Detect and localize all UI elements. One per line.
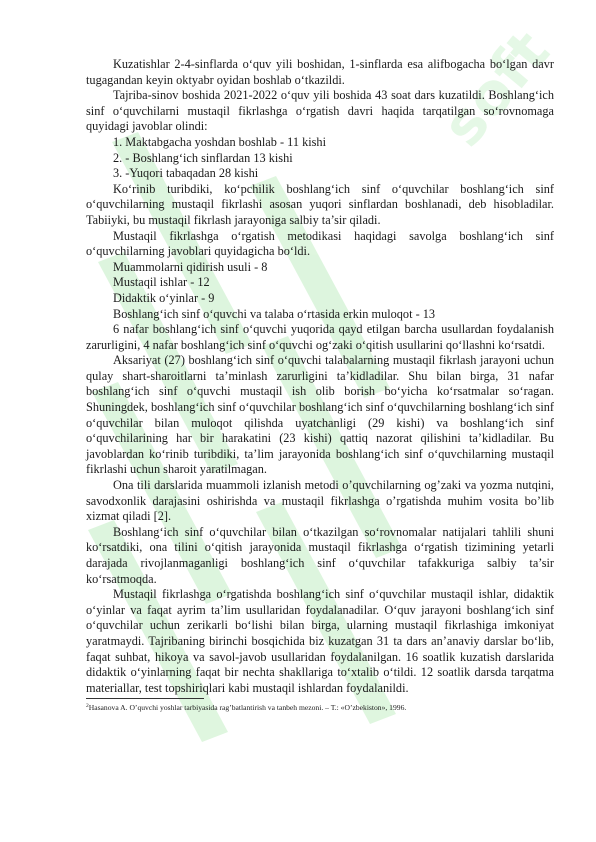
footnote-text: Hasanova A. O’quvchi yoshlar tarbiyasida rag’batlantirish va tanbeh mezoni. – T.: «O’zbekiston», 1996. (88, 703, 407, 713)
survey-answer-2: 2. - Boshlang‘ich sinflardan 13 kishi (113, 150, 293, 165)
paragraph-conclusion-1: Ko‘rinib turibdiki, ko‘pchilik boshlang‘ich sinf o‘quvchilar boshlang‘ich sinf o‘quvchilarning mustaqil fikrlashi asosan yuqori sinflardan boshlanadi, deb hisobladilar. Tabiiyki, bu mustaqil fikrlash jarayoniga salbiy ta’sir qiladi. (86, 181, 554, 227)
footnote-number: 2 (86, 703, 89, 710)
paragraph-majority: Aksariyat (27) boshlang‘ich sinf o‘quvchi talabalarning mustaqil fikrlash jarayoni uchun qulay shart-sharoitlarni ta’minlash zarurligini ta’kidladilar. Shu bilan birga, 31 nafar boshlang‘ich sinf o‘quvchi mustaqil ish olib borish bo‘yicha ko‘rsatmalar so‘ragan. Shuningdek, boshlang‘ich sinf o‘quvchilar boshlang‘ich sinf o‘quvchilarning boshlang‘ich sinf o‘quvchilar bilan muloqot qilishda uyatchanligi (29 kishi) va boshlang‘ich sinf o‘quvchilarining har bir harakatini (23 kishi) qattiq nazorat qilishini ta’kidladilar. Bu javoblardan ko‘rinib turibdiki, ta’lim jarayonida boshlang‘ich sinf o‘quvchilarning mustaqil fikrlashi uchun sharoit yaratilmagan. (86, 353, 554, 477)
paragraph-observations: Kuzatishlar 2-4-sinflarda o‘quv yili boshidan, 1-sinflarda esa alifbogacha bo‘lgan davr tugagandan keyin oktyabr oyidan boshlab o‘tkazildi. (86, 57, 554, 87)
paragraph-independent-thinking: Mustaqil fikrlashga o‘rgatishda boshlang‘ich sinf o‘quvchilar mustaqil ishlar, didaktik o‘yinlar va faqat ayrim ta’lim usullaridan foydalanadilar. O‘quv jarayoni boshlang‘ich sinf o‘quvchilar uchun zerikarli bo‘lishi bilan birga, ularning mustaqil fikrlashiga imkoniyat yaratmaydi. Tajribaning birinchi bosqichida biz kuzatgan 31 ta dars an’anaviy darslar bo‘lib, faqat suhbat, hikoya va savol-javob usullaridan foydalanilgan. 16 soatlik kuzatish darslarida didaktik o‘yinlarning faqat bir nechta shakllariga to‘xtalib o‘tildi. 12 soatlik darsda tarqatma materiallar, test topshiriqlari kabi mustaqil ishlardan foydalanildi. (86, 587, 554, 695)
method-answer-4: Boshlang‘ich sinf o‘quvchi va talaba o‘rtasida erkin muloqot - 13 (113, 306, 436, 321)
document-body (86, 57, 554, 714)
method-answer-3: Didaktik o‘yinlar - 9 (113, 290, 215, 305)
footnote (86, 700, 554, 714)
footnote-divider (86, 698, 204, 699)
paragraph-methods-usage: 6 nafar boshlang‘ich sinf o‘quvchi yuqorida qayd etilgan barcha usullardan foydalanish zarurligini, 4 nafar boshlang‘ich sinf o‘quvchi og‘zaki o‘qitish usullarini qo‘llashni ko‘rsatdi. (86, 322, 554, 352)
watermark-text: soft (428, 17, 563, 159)
paragraph-experiment: Tajriba-sinov boshida 2021-2022 o‘quv yili boshida 43 soat dars kuzatildi. Boshlang‘ich sinf o‘quvchilarni mustaqil fikrlashga o‘rgatish davri haqida tarqatilgan so‘rovnomaga quyidagi javoblar olindi: (86, 88, 554, 134)
paragraph-native-language: Ona tili darslarida muammoli izlanish metodi o’quvchilarning og’zaki va yozma nutqini, savodxonlik darajasini oshirishda va mustaqil fikrlashga o’rgatishda muhim vosita bo’lib xizmat qiladi [2]. (86, 478, 554, 524)
paragraph-survey-analysis: Boshlang‘ich sinf o‘quvchilar bilan o‘tkazilgan so‘rovnomalar natijalari tahlili shuni ko‘rsatdiki, ona tilini o‘qitish jarayonida mustaqil fikrlashga o‘rgatish tizimining yetarli darajada rivojlanmaganligi boshlang‘ich sinf o‘quvchilar tafakkuriga salbiy ta’sir ko‘rsatmoqda. (86, 524, 554, 586)
method-answer-1: Muammolarni qidirish usuli - 8 (113, 259, 268, 274)
method-answer-2: Mustaqil ishlar - 12 (113, 275, 210, 290)
survey-answer-3: 3. -Yuqori tabaqadan 28 kishi (113, 166, 259, 181)
paragraph-methodology-question: Mustaqil fikrlashga o‘rgatish metodikasi haqidagi savolga boshlang‘ich sinf o‘quvchilarning javoblari quyidagicha bo‘ldi. (86, 228, 554, 259)
survey-answer-1: 1. Maktabgacha yoshdan boshlab - 11 kishi (113, 134, 326, 149)
